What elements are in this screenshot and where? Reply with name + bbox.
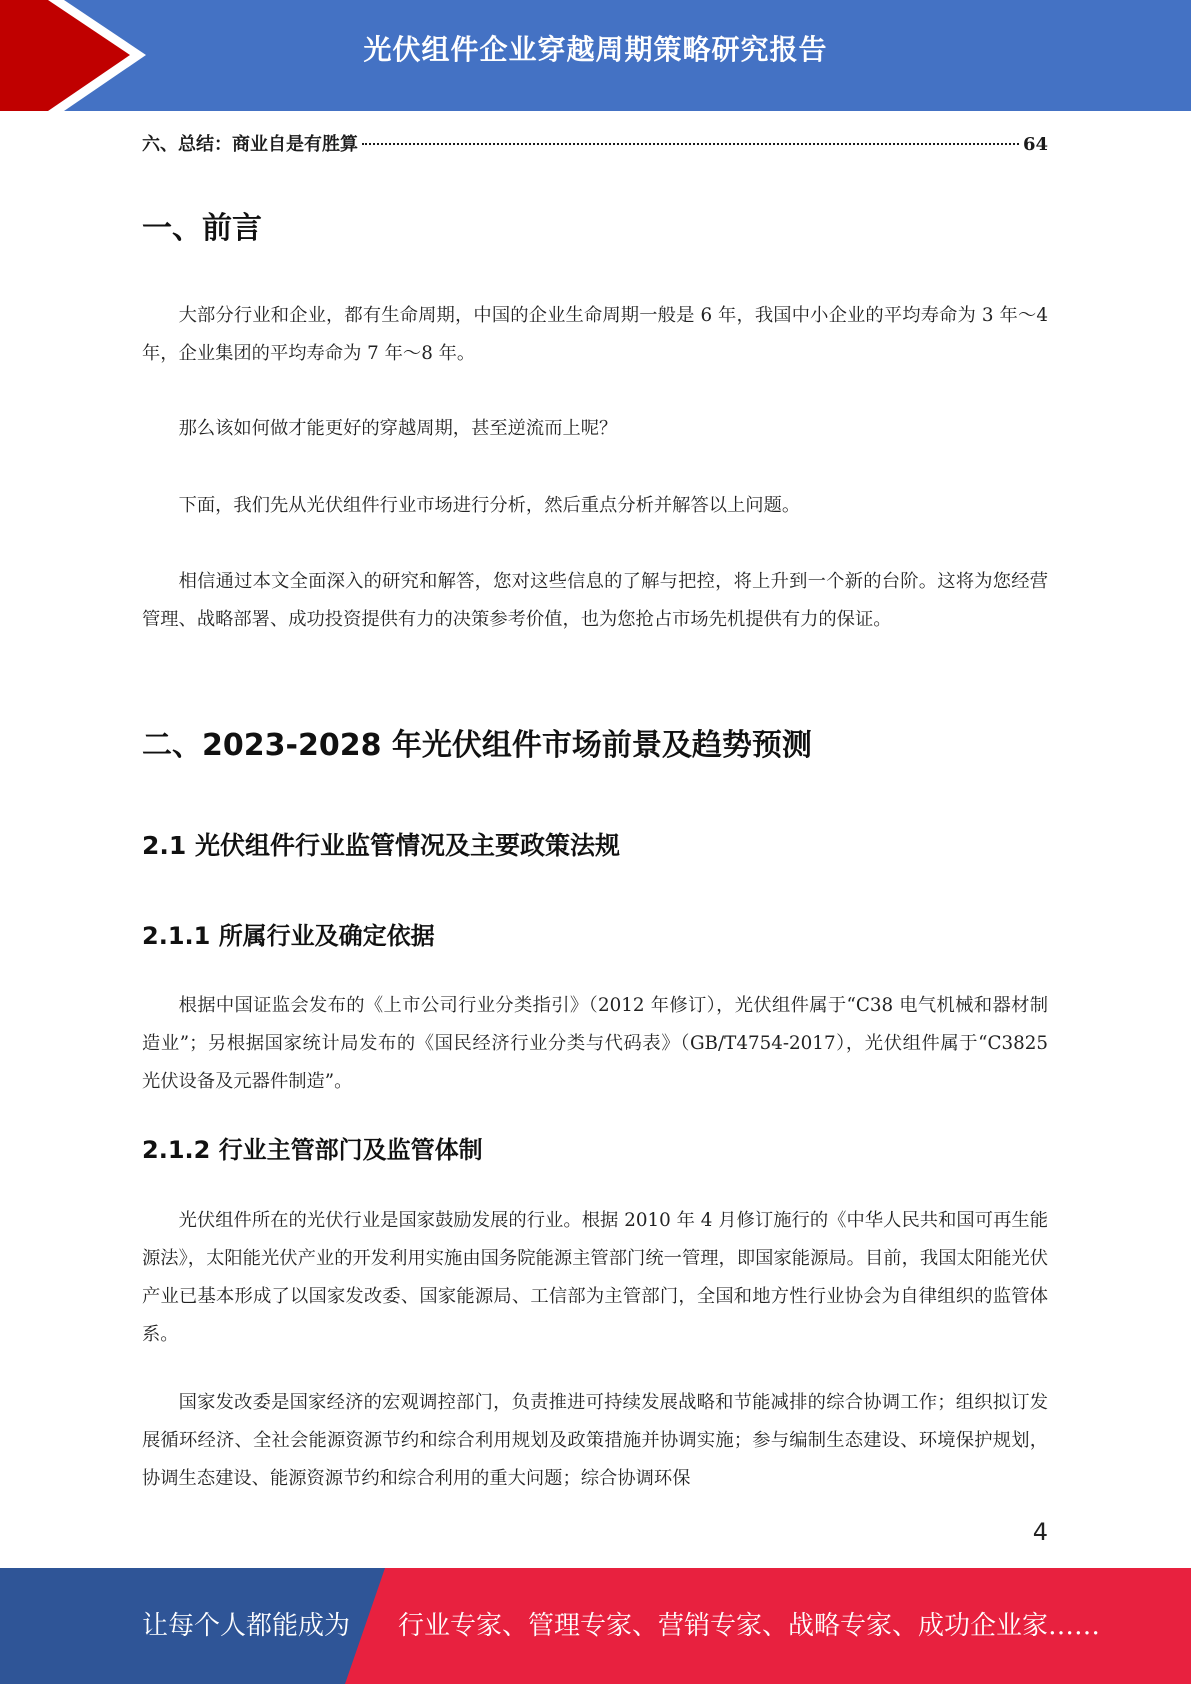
paragraph: 大部分行业和企业，都有生命周期，中国的企业生命周期一般是 6 年，我国中小企业的平均寿命为 3 年～4 年，企业集团的平均寿命为 7 年～8 年。	[142, 305, 1048, 364]
page-header	[0, 0, 1191, 111]
subsection-title: 2.1 光伏组件行业监管情况及主要政策法规	[142, 831, 620, 860]
toc-entry-label: 六、总结：商业自是有胜算	[142, 134, 358, 155]
paragraph: 国家发改委是国家经济的宏观调控部门，负责推进可持续发展战略和节能减排的综合协调工作；组织拟订发展循环经济、全社会能源资源节约和综合利用规划及政策措施并协调实施；参与编制生态建设、环境保护规划，协调生态建设、能源资源节约和综合利用的重大问题；综合协调环保	[142, 1392, 1048, 1489]
paragraph: 光伏组件所在的光伏行业是国家鼓励发展的行业。根据 2010 年 4 月修订施行的《中华人民共和国可再生能源法》，太阳能光伏产业的开发利用实施由国务院能源主管部门统一管理，即国家能源局。目前，我国太阳能光伏产业已基本形成了以国家发改委、国家能源局、工信部为主管部门，全国和地方性行业协会为自律组织的监管体系。	[142, 1210, 1048, 1345]
footer-slogan-left: 让每个人都能成为	[142, 1611, 351, 1641]
paragraph: 相信通过本文全面深入的研究和解答，您对这些信息的了解与把控，将上升到一个新的台阶。这将为您经营管理、战略部署、成功投资提供有力的决策参考价值，也为您抢占市场先机提供有力的保证。	[142, 571, 1048, 630]
paragraph: 那么该如何做才能更好的穿越周期，甚至逆流而上呢？	[178, 418, 618, 439]
subsection-title: 2.1.1 所属行业及确定依据	[142, 922, 435, 950]
section-title-forecast: 二、2023-2028 年光伏组件市场前景及趋势预测	[142, 728, 812, 763]
paragraph: 下面，我们先从光伏组件行业市场进行分析，然后重点分析并解答以上问题。	[178, 495, 801, 516]
section-title-preface: 一、前言	[142, 211, 262, 246]
toc-entry[interactable]	[142, 130, 1048, 156]
toc-leader-dots	[362, 143, 1019, 145]
report-title: 光伏组件企业穿越周期策略研究报告	[363, 33, 828, 66]
footer-slogan-right: 行业专家、管理专家、营销专家、战略专家、成功企业家……	[398, 1611, 1101, 1641]
toc-entry-page: 64	[1022, 134, 1048, 155]
paragraph: 根据中国证监会发布的《上市公司行业分类指引》（2012 年修订），光伏组件属于“C38 电气机械和器材制造业”；另根据国家统计局发布的《国民经济行业分类与代码表》（GB/T4754-2017），光伏组件属于“C3825 光伏设备及元器件制造”。	[142, 995, 1048, 1092]
page-number: 4	[1032, 1518, 1048, 1546]
subsection-title: 2.1.2 行业主管部门及监管体制	[142, 1136, 483, 1164]
page-footer	[0, 1568, 1191, 1684]
